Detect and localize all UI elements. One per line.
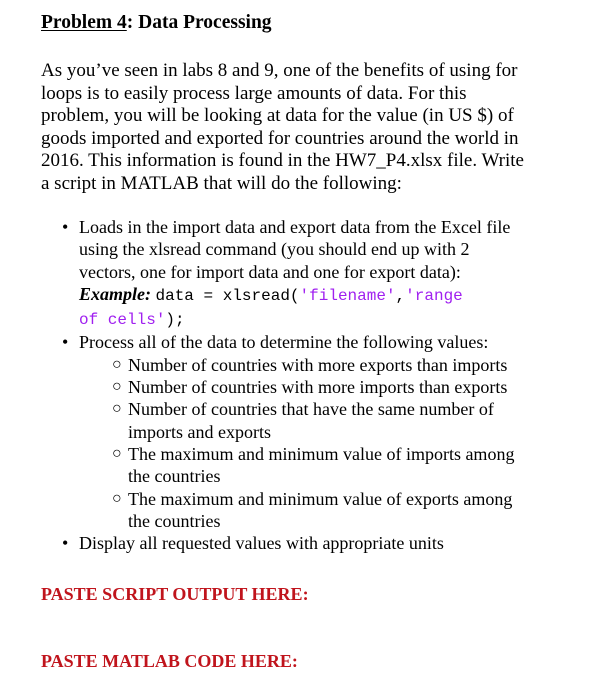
hollow-bullet-icon: ○: [112, 444, 122, 462]
paste-code-heading: PASTE MATLAB CODE HERE:: [41, 651, 298, 671]
intro-line: 2016. This information is found in the HW7_P4.xlsx file. Write: [41, 150, 524, 172]
intro-line: loops is to easily process large amounts of data. For this: [41, 82, 467, 104]
subitem-export-extremes: [112, 488, 602, 533]
bullet-text: Process all of the data to determine the following values:: [79, 332, 489, 353]
code-string-range-cont: of cells': [79, 311, 166, 330]
example-label: Example:: [79, 283, 151, 304]
intro-line: a script in MATLAB that will do the following:: [41, 172, 402, 194]
hollow-bullet-icon: ○: [112, 378, 122, 396]
subitem-text: the countries: [128, 466, 221, 487]
subitem-more-imports: [112, 376, 602, 398]
hollow-bullet-icon: ○: [112, 355, 122, 373]
subitem-same-count: [112, 398, 602, 443]
paste-output-heading: PASTE SCRIPT OUTPUT HERE:: [41, 584, 309, 604]
subitem-text: the countries: [128, 510, 221, 531]
code-string-range: 'range: [405, 286, 463, 305]
example-line-continued: [79, 307, 602, 331]
code-suffix: );: [165, 311, 185, 330]
code-comma: ,: [395, 286, 406, 305]
intro-paragraph: [41, 60, 601, 196]
bullet-text: using the xlsread command (you should end up with 2: [79, 239, 470, 260]
bullet-process-data: [62, 331, 602, 353]
subitem-text: The maximum and minimum value of imports among: [128, 443, 515, 464]
bullet-text: vectors, one for import data and one for export data):: [79, 261, 461, 282]
bullet-text: Loads in the import data and export data from the Excel file: [79, 217, 511, 237]
intro-line: goods imported and exported for countries around the world in: [41, 127, 519, 149]
problem-heading: [41, 11, 272, 35]
hollow-bullet-icon: ○: [112, 489, 122, 507]
subitem-text: The maximum and minimum value of exports among: [128, 488, 513, 509]
problem-title: : Data Processing: [126, 12, 272, 33]
code-string-filename: 'filename': [299, 286, 396, 305]
task-list: [62, 216, 602, 554]
subitem-more-exports: [112, 354, 602, 376]
hollow-bullet-icon: ○: [112, 400, 122, 418]
subitem-text: imports and exports: [128, 421, 271, 442]
intro-line: As you’ve seen in labs 8 and 9, one of the benefits of using for: [41, 60, 518, 81]
subitem-import-extremes: [112, 443, 602, 488]
bullet-text: Display all requested values with appropriate units: [79, 533, 444, 554]
bullet-dot-icon: •: [62, 332, 69, 353]
bullet-dot-icon: •: [62, 217, 69, 237]
example-line: [79, 283, 602, 307]
subitem-text: Number of countries with more imports than exports: [128, 377, 508, 398]
problem-number: Problem 4: [41, 12, 127, 33]
bullet-load-data: [62, 216, 602, 331]
intro-line: problem, you will be looking at data for the value (in US $) of: [41, 105, 514, 127]
subitem-text: Number of countries with more exports than imports: [128, 354, 508, 375]
bullet-display: [62, 532, 602, 554]
subitem-text: Number of countries that have the same number of: [128, 399, 494, 420]
code-prefix: data = xlsread(: [155, 286, 300, 305]
bullet-dot-icon: •: [62, 533, 69, 554]
